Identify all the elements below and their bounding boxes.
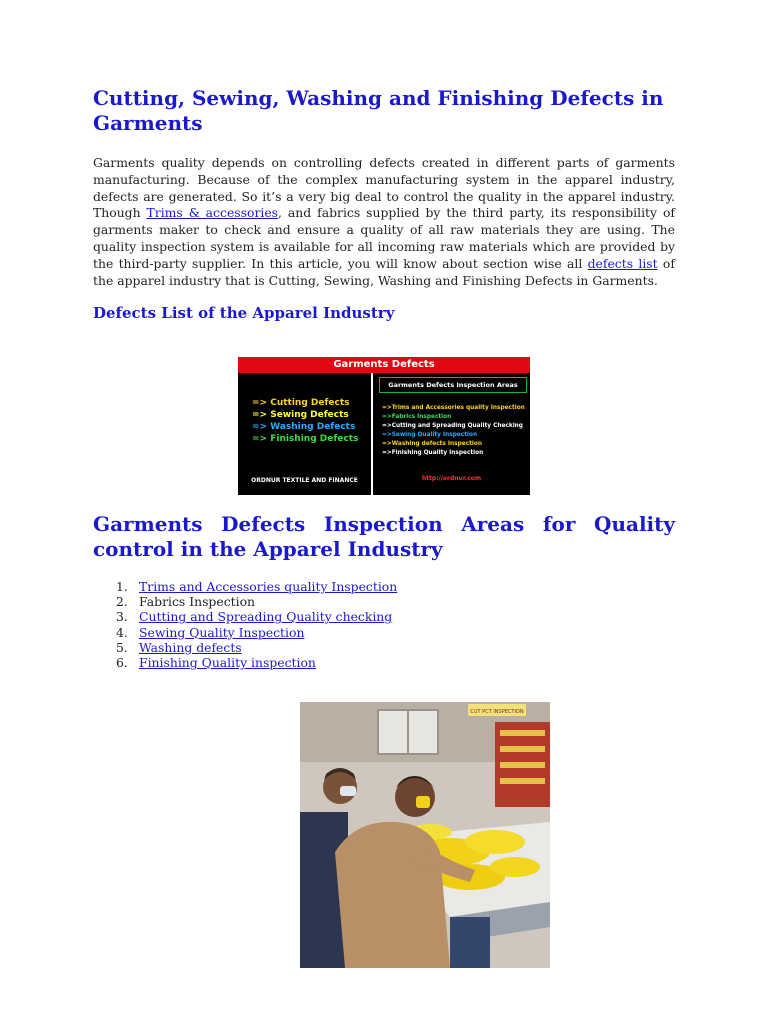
infographic-item-cutting: => Cutting Defects (252, 398, 350, 408)
infographic-area-trims: =>Trims and Accessories quality Inspection (382, 405, 525, 411)
photo-sign-text: CUT PCT INSPECTION (470, 709, 524, 715)
defects-list-link[interactable]: defects list (587, 255, 658, 271)
finishing-inspection-link[interactable]: Finishing Quality inspection (139, 655, 316, 671)
intro-text-3: of the apparel industry that is Cutting, Sewing, Washing and Finishing Defects in Garments. (93, 255, 675, 288)
list-number: 2. (116, 594, 128, 610)
list-item (100, 655, 397, 670)
list-item (100, 625, 397, 640)
section-heading-defects-list: Defects List of the Apparel Industry (93, 304, 395, 323)
infographic-defect-list (252, 397, 358, 445)
list-item (100, 594, 397, 609)
inspection-photo (300, 702, 550, 968)
list-number: 4. (116, 624, 128, 640)
list-number: 5. (116, 639, 128, 655)
infographic-areas-list (382, 404, 525, 458)
list-item (100, 640, 397, 655)
infographic-area-finishing: =>Finishing Quality Inspection (382, 450, 484, 456)
infographic-areas-title: Garments Defects Inspection Areas (379, 377, 527, 393)
list-item (100, 609, 397, 624)
infographic-area-cutting: =>Cutting and Spreading Quality Checking (382, 423, 523, 429)
fabrics-inspection-text: Fabrics Inspection (139, 594, 256, 610)
trims-accessories-link[interactable]: Trims & accessories (146, 205, 279, 221)
infographic-url: http://ordnur.com (421, 475, 482, 482)
washing-defects-link[interactable]: Washing defects (139, 639, 242, 655)
trims-inspection-link[interactable]: Trims and Accessories quality Inspection (139, 579, 398, 594)
list-number: 6. (116, 655, 128, 671)
list-item (100, 579, 397, 594)
infographic-item-finishing: => Finishing Defects (252, 434, 359, 444)
infographic-item-washing: => Washing Defects (252, 422, 356, 432)
infographic-area-sewing: =>Sewing Quality Inspection (382, 432, 478, 438)
infographic-item-sewing: => Sewing Defects (252, 410, 349, 420)
infographic-brand: ORDNUR TEXTILE AND FINANCE (251, 477, 358, 484)
list-number: 1. (116, 579, 128, 594)
section-heading-inspection-areas: Garments Defects Inspection Areas for Quality control in the Apparel Industry (93, 512, 675, 561)
sewing-inspection-link[interactable]: Sewing Quality Inspection (139, 624, 305, 640)
cutting-spreading-link[interactable]: Cutting and Spreading Quality checking (139, 609, 393, 625)
article (93, 86, 675, 323)
inspection-photo-illustration (300, 702, 550, 968)
intro-text-1: Garments quality depends on controlling defects created in different parts of garments manufacturing. Because of the complex manufacturing system in the apparel industry, defects are generated. So it’s a very big deal to control the quality in the apparel industry. Though (93, 155, 675, 221)
garments-defects-infographic (238, 357, 530, 495)
intro-text-2: , and fabrics supplied by the third party, its responsibility of garments maker to check and ensure a quality of all raw materials they are using. The quality inspection system is available for all incoming raw materials which are provided by the third-party supplier. In this article, you will know about section wise all (93, 205, 675, 271)
inspection-areas-list (100, 579, 397, 670)
article-title: Cutting, Sewing, Washing and Finishing Defects in Garments (93, 86, 664, 135)
infographic-header: Garments Defects (238, 357, 530, 373)
list-number: 3. (116, 609, 128, 625)
intro-paragraph (93, 155, 675, 289)
infographic-area-washing: =>Washing defects Inspection (382, 441, 483, 447)
infographic-area-fabrics: =>Fabrics Inspection (382, 414, 452, 420)
